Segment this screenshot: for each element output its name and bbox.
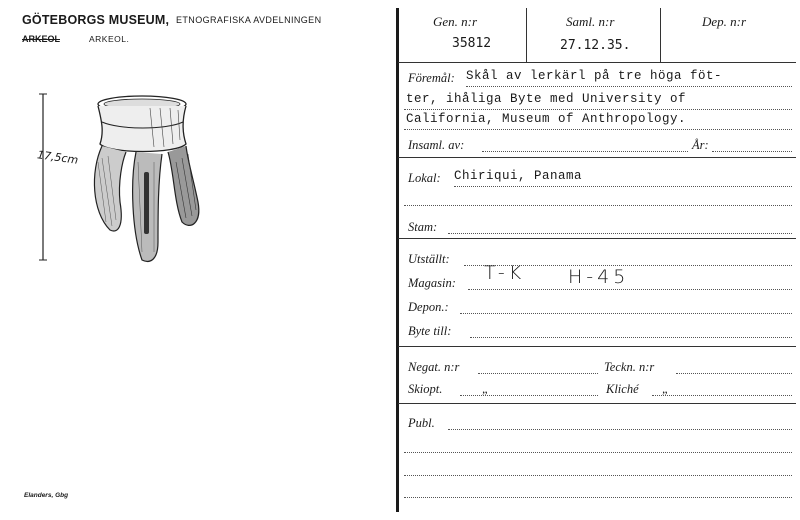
section-rule xyxy=(398,157,796,158)
teckn-label: Teckn. n:r xyxy=(604,360,655,374)
dep-nr-label: Dep. n:r xyxy=(702,14,747,29)
struck-label: ARKEOL xyxy=(22,34,60,44)
magasin-handwritten-1: T-K xyxy=(484,262,526,284)
lokal-label: Lokal: xyxy=(408,171,441,185)
byte-till-label: Byte till: xyxy=(408,324,452,338)
kliche-label: Kliché xyxy=(606,382,639,396)
dotted-line xyxy=(454,186,792,187)
publ-label: Publ. xyxy=(408,416,435,430)
foremal-label: Föremål: xyxy=(408,71,455,85)
negat-label: Negat. n:r xyxy=(408,360,460,374)
section-rule xyxy=(398,238,796,239)
dotted-line xyxy=(652,395,792,396)
stam-label: Stam: xyxy=(408,220,438,234)
dotted-line xyxy=(404,497,792,498)
dotted-line xyxy=(466,86,792,87)
dotted-line xyxy=(468,289,792,290)
section-rule xyxy=(398,403,796,404)
foremal-line-3: California, Museum of Anthropology. xyxy=(406,112,687,126)
ar-label: År: xyxy=(692,138,709,152)
magasin-label: Magasin: xyxy=(408,276,456,290)
utstallt-label: Utställt: xyxy=(408,252,450,266)
printer-imprint: Elanders, Gbg xyxy=(24,492,69,499)
dotted-line xyxy=(404,205,792,206)
department-name: ETNOGRAFISKA AVDELNINGEN xyxy=(176,15,322,25)
measurement-label: 17,5cm xyxy=(36,148,79,167)
depon-label: Depon.: xyxy=(408,300,449,314)
dotted-line xyxy=(470,337,792,338)
dotted-line xyxy=(478,373,598,374)
dotted-line xyxy=(404,129,792,130)
header-divider xyxy=(660,8,661,62)
foremal-line-1: Skål av lerkärl på tre höga föt- xyxy=(466,69,723,83)
header-bottom-rule xyxy=(398,62,796,63)
tripod-vessel-drawing xyxy=(80,92,210,267)
gen-nr-label: Gen. n:r xyxy=(433,14,478,29)
magasin-handwritten-2: H-45 xyxy=(568,266,630,288)
dotted-line xyxy=(460,395,598,396)
header-divider xyxy=(526,8,527,62)
sub-label: ARKEOL. xyxy=(89,34,130,44)
lokal-value: Chiriqui, Panama xyxy=(454,169,583,183)
dotted-line xyxy=(676,373,792,374)
dotted-line xyxy=(448,429,792,430)
dotted-line xyxy=(712,151,792,152)
dotted-line xyxy=(404,475,792,476)
saml-nr-value: 27.12.35. xyxy=(560,38,631,53)
section-rule xyxy=(398,346,796,347)
dotted-line xyxy=(460,313,792,314)
dotted-line xyxy=(404,109,792,110)
foremal-line-2: ter, ihåliga Byte med University of xyxy=(406,92,687,106)
measure-bracket xyxy=(36,92,50,262)
dotted-line xyxy=(404,452,792,453)
skiopt-label: Skiopt. xyxy=(408,382,443,396)
insaml-label: Insaml. av: xyxy=(408,138,465,152)
dotted-line xyxy=(482,151,688,152)
saml-nr-label: Saml. n:r xyxy=(566,14,615,29)
kliche-ditto: „ xyxy=(662,382,669,396)
dotted-line xyxy=(448,233,792,234)
gen-nr-value: 35812 xyxy=(452,36,492,51)
card-left-border xyxy=(396,8,399,512)
skiopt-ditto: „ xyxy=(482,382,489,396)
museum-name: GÖTEBORGS MUSEUM, xyxy=(22,13,170,27)
